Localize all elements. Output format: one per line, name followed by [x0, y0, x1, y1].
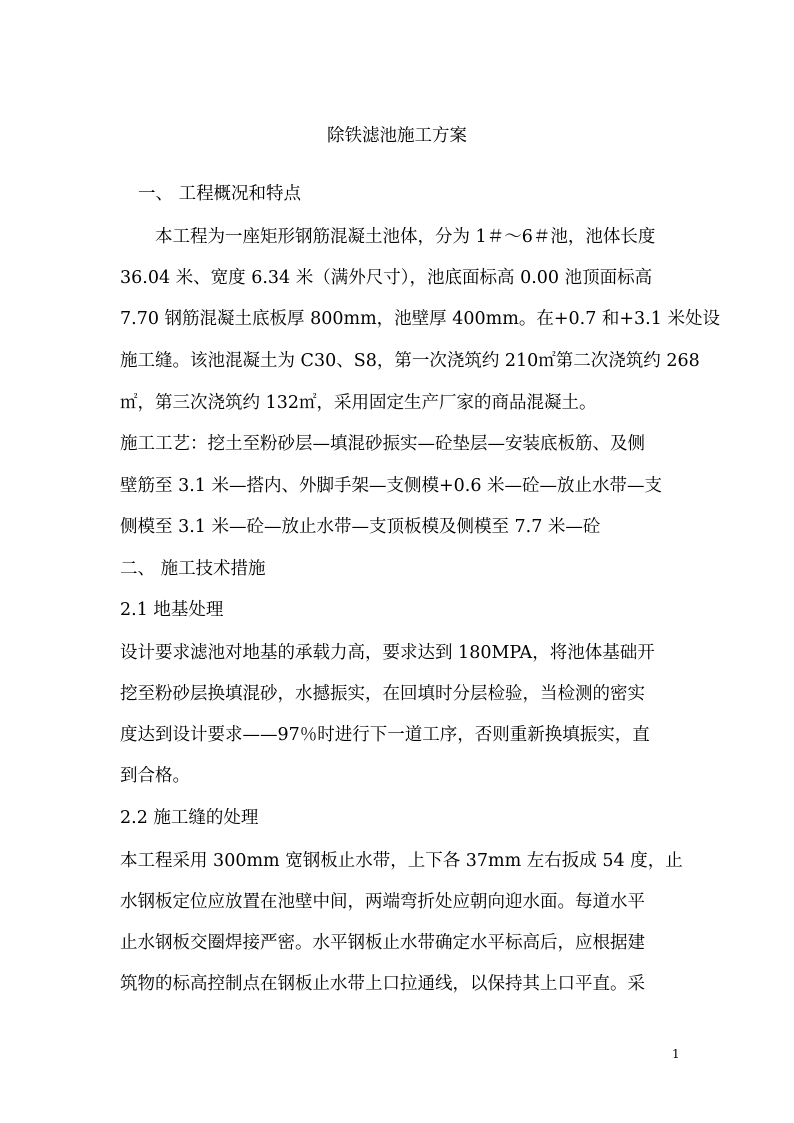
foundation-line-3: 度达到设计要求——97％时进行下一道工序，否则重新换填振实，直	[120, 725, 650, 745]
process-line-2: 壁筋至 3.1 米—搭内、外脚手架—支侧模+0.6 米—砼—放止水带—支	[120, 476, 663, 496]
joint-line-1: 本工程采用 300mm 宽钢板止水带，上下各 37mm 左右扳成 54 度，止	[120, 851, 683, 871]
intro-line-4: 施工缝。该池混凝土为 C30、S8，第一次浇筑约 210㎡第二次浇筑约 268	[120, 351, 700, 371]
subsection-2-1-heading: 2.1 地基处理	[120, 600, 224, 620]
section-1-heading: 一、 工程概况和特点	[138, 184, 302, 204]
intro-line-5: ㎡，第三次浇筑约 132㎡，采用固定生产厂家的商品混凝土。	[120, 393, 597, 413]
intro-line-1: 本工程为一座矩形钢筋混凝土池体，分为 1＃～6＃池，池体长度	[155, 227, 656, 247]
intro-line-2: 36.04 米、宽度 6.34 米（满外尺寸），池底面标高 0.00 池顶面标高	[120, 268, 653, 288]
foundation-line-4: 到合格。	[120, 766, 190, 786]
foundation-line-1: 设计要求滤池对地基的承载力高，要求达到 180MPA，将池体基础开	[120, 643, 655, 663]
section-2-heading: 二、 施工技术措施	[120, 559, 266, 579]
page-number: 1	[672, 1047, 680, 1061]
joint-line-4: 筑物的标高控制点在钢板止水带上口拉通线，以保持其上口平直。采	[120, 974, 645, 994]
joint-line-3: 止水钢板交圈焊接严密。水平钢板止水带确定水平标高后，应根据建	[120, 933, 645, 953]
document-title: 除铁滤池施工方案	[327, 126, 467, 146]
intro-line-3: 7.70 钢筋混凝土底板厚 800mm，池壁厚 400mm。在+0.7 和+3.1 米处设	[120, 309, 720, 329]
process-line-3: 侧模至 3.1 米—砼—放止水带—支顶板模及侧模至 7.7 米—砼	[120, 517, 601, 537]
foundation-line-2: 挖至粉砂层换填混砂，水撼振实，在回填时分层检验，当检测的密实	[120, 684, 645, 704]
process-line-1: 施工工艺：挖土至粉砂层—填混砂振实—砼垫层—安装底板筋、及侧	[120, 434, 645, 454]
joint-line-2: 水钢板定位应放置在池壁中间，两端弯折处应朝向迎水面。每道水平	[120, 892, 645, 912]
subsection-2-2-heading: 2.2 施工缝的处理	[120, 808, 259, 828]
